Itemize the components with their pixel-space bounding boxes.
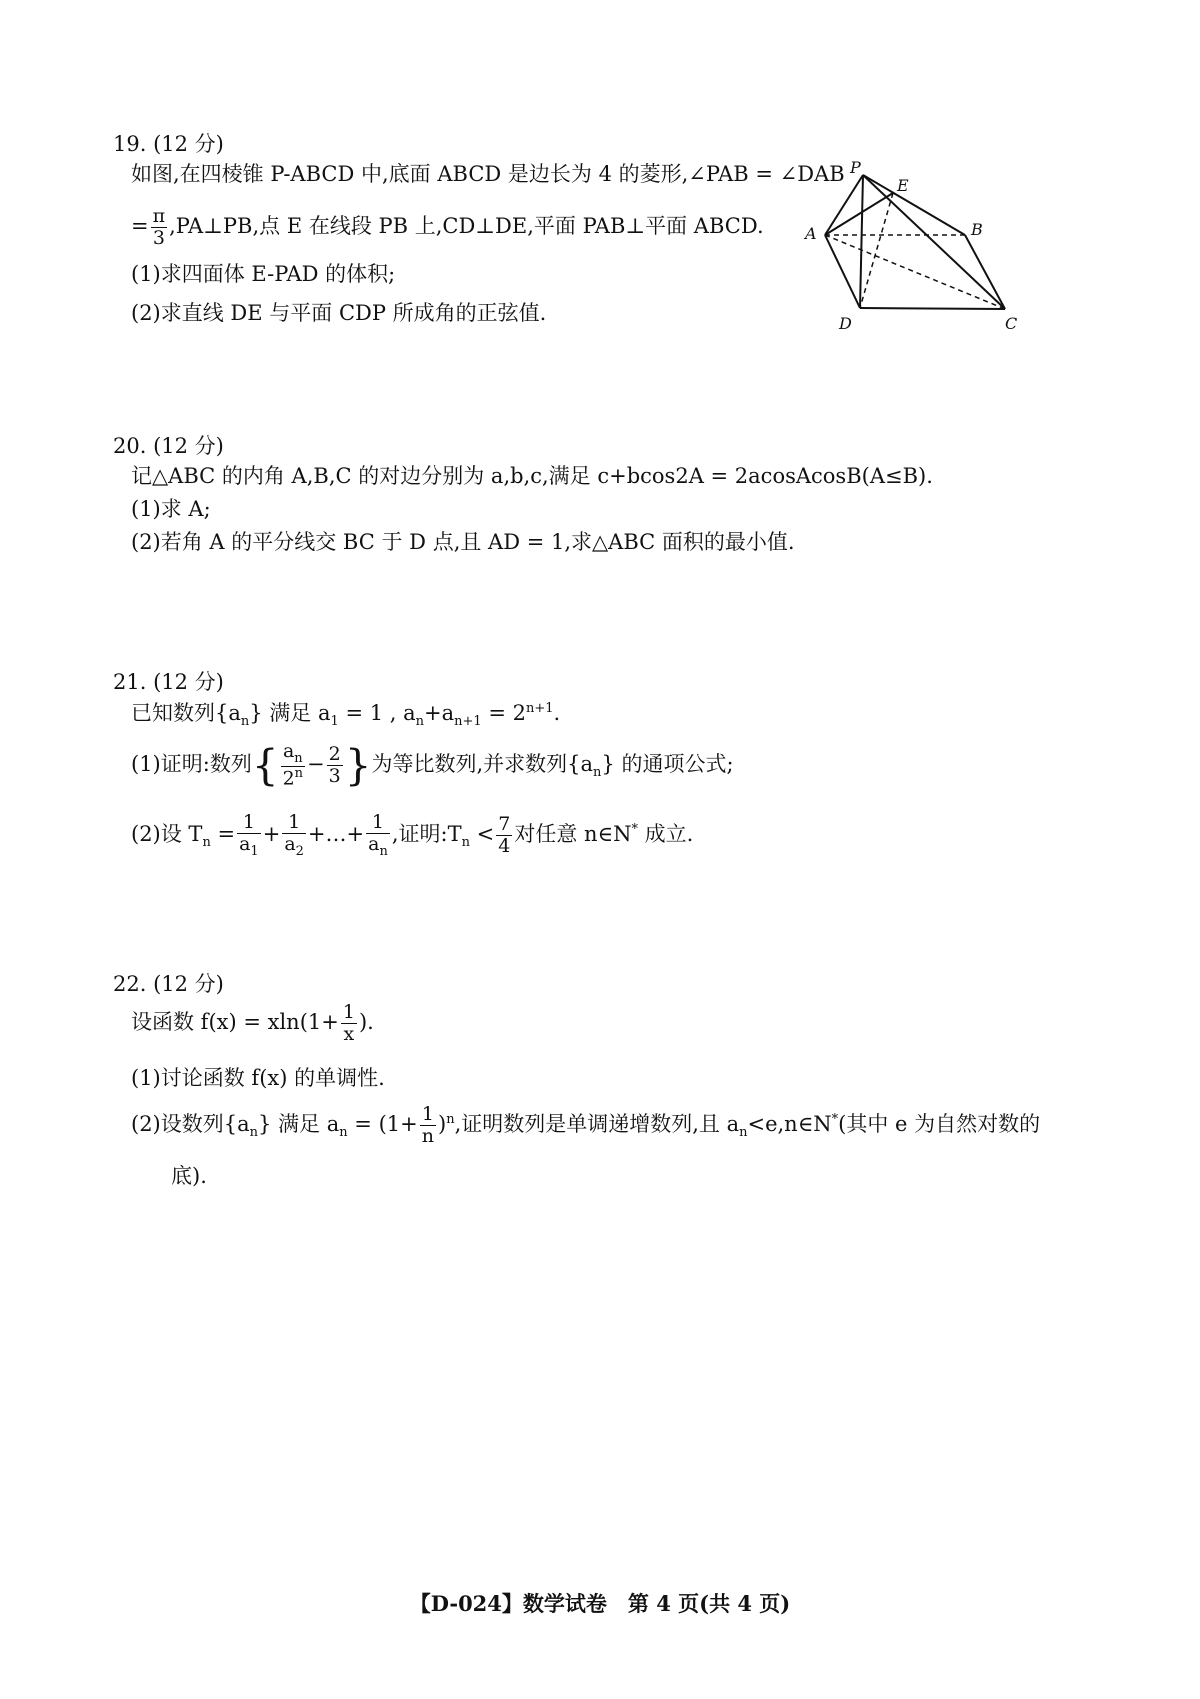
fraction-7-over-4: [496, 814, 512, 857]
text-part: (1)证明:数列: [131, 752, 252, 776]
label-P: P: [850, 158, 861, 177]
fraction-1-over-a1: [237, 812, 261, 859]
condition-text: ,PA⊥PB,点 E 在线段 PB 上,CD⊥DE,平面 PAB⊥平面 ABCD.: [169, 213, 764, 238]
denominator: 3: [328, 765, 341, 787]
label-A: A: [805, 224, 817, 243]
denominator: n: [421, 1125, 434, 1147]
text-part: a: [239, 832, 251, 855]
question-22: [113, 968, 1113, 1188]
subscript: n: [593, 765, 602, 781]
edge-PB: [863, 175, 965, 235]
hidden-diagonal-AC: [825, 235, 1005, 309]
text-part: 设函数 f(x) = xln(1+: [131, 1010, 339, 1034]
part-1: (1)求四面体 E-PAD 的体积;: [131, 262, 396, 286]
text-part: } 满足 a: [249, 701, 331, 725]
edge-PC: [863, 175, 1005, 309]
pyramid-figure: [795, 155, 1035, 345]
text-part: <e,n∈N: [747, 1112, 832, 1136]
subscript: n: [461, 835, 470, 851]
text-part: (2)设数列{a: [131, 1112, 250, 1136]
numerator: 1: [342, 1001, 355, 1024]
text-part: 成立.: [637, 822, 694, 846]
subscript: n: [739, 1125, 748, 1141]
question-number: 21. (12 分): [113, 670, 224, 694]
text-part: 2: [282, 767, 295, 790]
label-E: E: [897, 176, 909, 195]
text-part: ).: [358, 1010, 374, 1034]
edge-PA: [825, 175, 863, 235]
fraction-2-over-3: [327, 744, 343, 787]
fraction-pi-over-3: [151, 206, 168, 249]
subscript: 1: [330, 714, 339, 730]
question-20: [113, 430, 1113, 560]
right-brace: }: [344, 740, 372, 790]
text-part: 为等比数列,并求数列{a: [371, 752, 594, 776]
question-text: [131, 994, 374, 1050]
numerator: 2: [328, 743, 341, 766]
subscript: n: [379, 843, 388, 859]
denominator: 3: [152, 226, 165, 249]
plus-sign: +: [262, 822, 281, 846]
numerator: 1: [282, 812, 306, 834]
text-part: ,证明数列是单调递增数列,且 a: [454, 1112, 740, 1136]
edge-PD: [860, 175, 863, 308]
edge-AD: [825, 235, 860, 308]
denominator: 4: [498, 835, 511, 857]
text-part: = (1+: [347, 1112, 418, 1136]
question-text: 如图,在四棱锥 P-ABCD 中,底面 ABCD 是边长为 4 的菱形,∠PAB = ∠DAB: [131, 162, 845, 186]
fraction-an-over-2n: [281, 741, 305, 789]
superscript: *: [631, 822, 638, 837]
superscript: n: [294, 766, 304, 782]
fraction-1-over-a2: [282, 812, 306, 859]
text-part: (2)设 T: [131, 822, 203, 846]
text-part: a: [284, 832, 296, 855]
question-number: 19. (12 分): [113, 132, 224, 156]
edge-BC: [965, 235, 1005, 309]
denominator: [281, 767, 305, 789]
part-2: [131, 1092, 1040, 1161]
superscript: n: [446, 1112, 455, 1127]
part-1: (1)讨论函数 f(x) 的单调性.: [131, 1066, 385, 1090]
text-part: } 满足 a: [258, 1112, 340, 1136]
text-part: 对任意 n∈N: [514, 822, 632, 846]
subscript: n: [240, 714, 250, 730]
part-1: [131, 736, 734, 801]
label-C: C: [1005, 314, 1018, 333]
numerator: [281, 741, 305, 767]
denominator: [366, 834, 390, 859]
denominator: x: [343, 1023, 355, 1045]
question-text: [131, 702, 560, 728]
superscript: n+1: [526, 701, 554, 716]
text-part: <: [469, 822, 495, 846]
left-brace: {: [251, 740, 279, 790]
question-21: [113, 666, 1113, 866]
text-part: a: [282, 740, 295, 763]
text-part: (其中 e 为自然对数的: [838, 1112, 1041, 1136]
part-2: (2)求直线 DE 与平面 CDP 所成角的正弦值.: [131, 301, 547, 325]
part-1: (1)求 A;: [131, 497, 211, 521]
denominator: [282, 834, 306, 859]
question-number: 22. (12 分): [113, 972, 224, 996]
subscript: 2: [295, 843, 304, 859]
text-part: = 2: [481, 701, 526, 725]
label-D: D: [839, 314, 852, 333]
part-2: (2)若角 A 的平分线交 BC 于 D 点,且 AD = 1,求△ABC 面积的最小值.: [131, 530, 795, 554]
text-part: ): [437, 1112, 447, 1136]
question-text: [131, 206, 764, 249]
text-part: } 的通项公式;: [601, 752, 734, 776]
part-2-continued: 底).: [171, 1164, 207, 1188]
text-part: =: [210, 822, 236, 846]
subscript: 1: [250, 843, 259, 859]
text-part: = 1 , a: [338, 701, 416, 725]
edge-DC: [860, 308, 1005, 309]
subscript: n+1: [454, 714, 482, 730]
subscript: n: [294, 751, 303, 767]
denominator: [237, 834, 261, 859]
subscript: n: [202, 835, 211, 851]
numerator: 1: [420, 1104, 436, 1126]
subscript: n: [249, 1125, 259, 1141]
fraction-1-over-x: [341, 1002, 357, 1045]
numerator: 7: [498, 813, 511, 836]
numerator: π: [152, 205, 166, 227]
superscript: *: [831, 1112, 839, 1127]
equals-sign: =: [131, 213, 149, 238]
numerator: 1: [237, 812, 261, 834]
subscript: n: [339, 1125, 348, 1141]
part-2: [131, 802, 693, 871]
page-footer: 【D-024】数学试卷 第 4 页(共 4 页): [409, 1591, 791, 1616]
ellipsis: +…+: [307, 822, 365, 846]
fraction-1-over-an: [366, 812, 390, 859]
text-part: a: [368, 832, 380, 855]
question-number: 20. (12 分): [113, 434, 224, 458]
text-part: .: [553, 701, 561, 725]
label-B: B: [971, 220, 983, 239]
minus-sign: −: [307, 752, 325, 776]
numerator: 1: [366, 812, 390, 834]
text-part: ,证明:T: [391, 822, 462, 846]
fraction-1-over-n: [420, 1104, 436, 1147]
question-text: 记△ABC 的内角 A,B,C 的对边分别为 a,b,c,满足 c+bcos2A = 2acosAcosB(A≤B).: [131, 464, 933, 488]
text-part: +a: [424, 701, 455, 725]
text-part: 已知数列{a: [131, 701, 241, 725]
subscript: n: [415, 714, 425, 730]
